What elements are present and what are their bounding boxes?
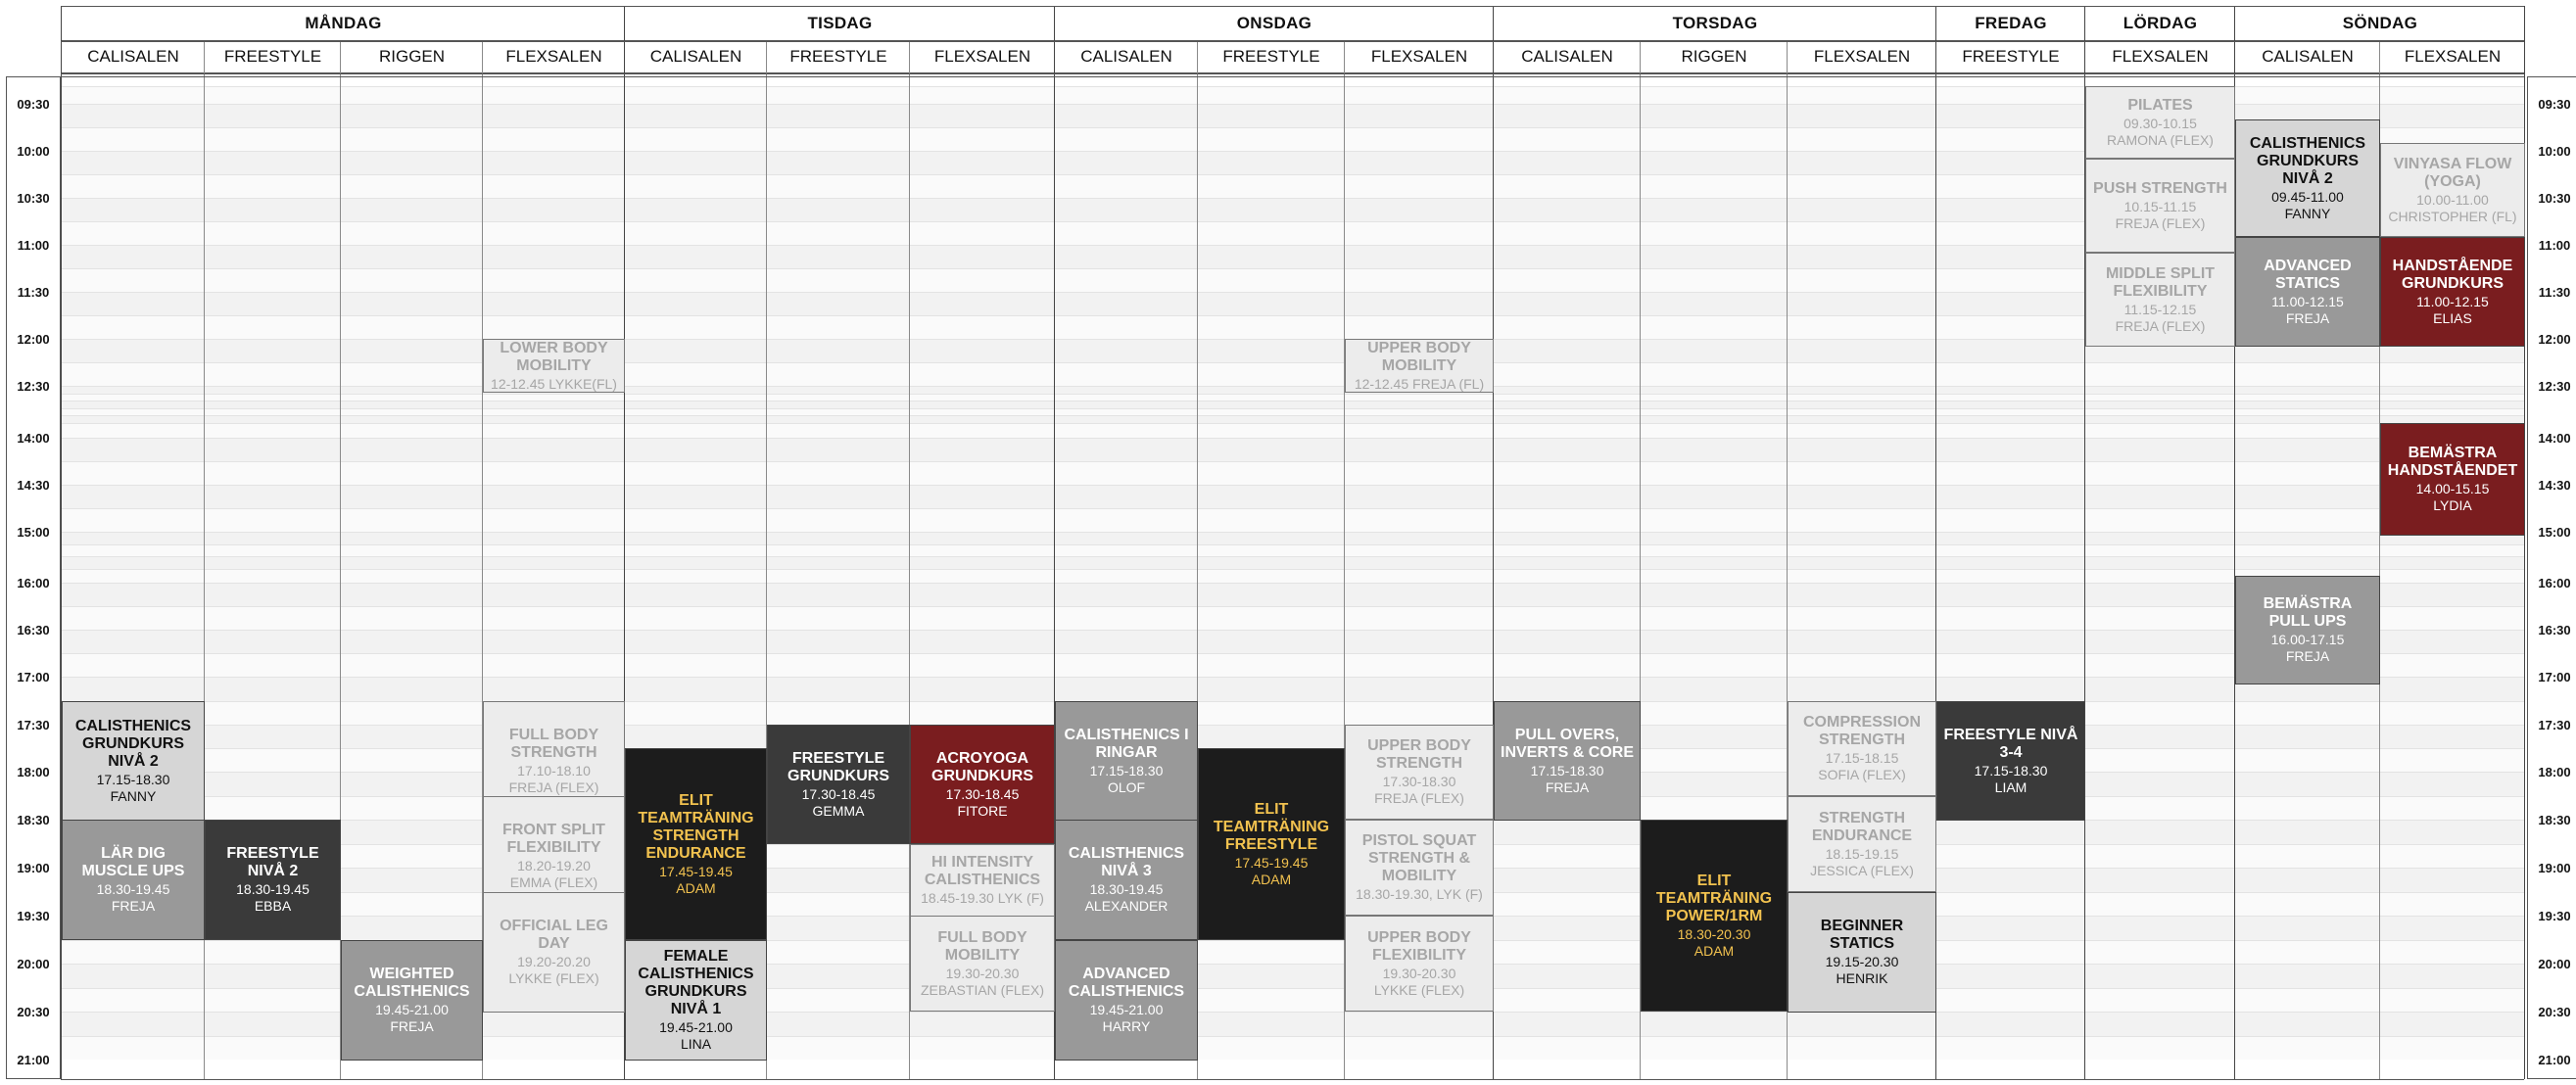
event-time: 11.00-12.15 [2271, 293, 2344, 309]
event-leader: HENRIK [1836, 970, 1888, 986]
time-axis-left [6, 76, 61, 1079]
event-leader: FREJA [2285, 648, 2330, 664]
time-label: 20:30 [17, 1005, 50, 1019]
time-label: 16:30 [17, 623, 50, 637]
event-time: 17.30-18.45 [945, 785, 1020, 802]
time-label: 11:00 [17, 238, 50, 253]
grid-row-line [61, 485, 2524, 486]
event-title: FULL BODY MOBILITY [937, 928, 1027, 964]
grid-row-line [61, 415, 2524, 416]
time-label: 18:30 [2538, 813, 2571, 827]
day-header-onsdag: ONSDAG [1054, 6, 1494, 41]
event-title: FREESTYLE NIVÅ 2 [226, 845, 319, 879]
event-time: 17.15-18.30 [1089, 762, 1164, 778]
class-event[interactable] [62, 820, 205, 940]
time-label: 15:00 [2538, 525, 2571, 540]
grid-row-band [61, 569, 2524, 583]
class-event[interactable] [1494, 701, 1641, 821]
event-title: ELIT TEAMTRÄNING STRENGTH ENDURANCE [638, 791, 754, 862]
event-time: 17.10-18.10 [517, 762, 591, 778]
class-event[interactable] [1345, 916, 1494, 1012]
grid-row-band [61, 544, 2524, 557]
room-header-calisalen: CALISALEN [1054, 41, 1198, 73]
room-header-flexsalen: FLEXSALEN [1787, 41, 1936, 73]
grid-row-band [61, 386, 2524, 394]
grid-row-band [61, 532, 2524, 544]
event-time: 18.30-19.45 [236, 881, 310, 897]
event-time: 17.30-18.45 [801, 785, 876, 802]
grid-row-band [61, 362, 2524, 386]
header-divider [61, 76, 2524, 77]
event-title: ACROYOGA GRUNDKURS [931, 749, 1033, 784]
event-leader: FANNY [110, 787, 157, 804]
event-leader: GEMMA [812, 802, 865, 819]
time-label: 16:00 [17, 576, 50, 590]
grid-row-band [61, 630, 2524, 653]
event-leader: CHRISTOPHER (FL) [2388, 208, 2517, 224]
class-event[interactable] [2235, 119, 2380, 237]
class-event[interactable] [1345, 820, 1494, 916]
grid-row-band [61, 556, 2524, 569]
event-time: 19.45-21.00 [375, 1002, 449, 1017]
class-event[interactable] [205, 820, 341, 940]
event-time: 19.45-21.00 [1089, 1002, 1164, 1017]
time-label: 20:00 [2538, 957, 2571, 971]
room-header-calisalen: CALISALEN [2234, 41, 2380, 73]
event-time: 17.45-19.45 [1234, 854, 1309, 871]
event-time: 17.15-18.30 [1530, 762, 1604, 778]
grid-row-line [61, 508, 2524, 509]
time-label: 10:30 [17, 191, 50, 206]
class-event[interactable] [910, 725, 1055, 844]
event-leader: FREJA [1545, 778, 1590, 795]
event-leader: FREJA [111, 898, 156, 914]
event-time: 17.15-18.15 [1825, 750, 1899, 766]
time-label: 12:00 [2538, 332, 2571, 347]
time-label: 19:30 [17, 909, 50, 923]
event-time: 12-12.45 LYKKE(FL) [491, 375, 617, 392]
header-divider [61, 73, 2524, 74]
event-leader: LYDIA [2433, 497, 2472, 513]
event-title: BEGINNER STATICS [1820, 918, 1904, 952]
event-leader: FREJA (FLEX) [1374, 790, 1464, 806]
event-title: COMPRESSION STRENGTH [1802, 714, 1921, 748]
time-label: 18:00 [2538, 765, 2571, 779]
time-label: 10:30 [2538, 191, 2571, 206]
class-event[interactable] [1788, 701, 1936, 796]
event-time: 18.20-19.20 [517, 858, 591, 873]
time-label: 12:30 [2538, 379, 2571, 394]
event-time: 14.00-15.15 [2415, 481, 2490, 496]
room-header-freestyle: FREESTYLE [204, 41, 341, 73]
event-title: LOWER BODY MOBILITY [500, 339, 608, 374]
class-event[interactable] [767, 725, 910, 844]
time-label: 16:00 [2538, 576, 2571, 590]
class-event[interactable] [2380, 143, 2525, 237]
grid-row-line [61, 701, 2524, 702]
class-event[interactable] [1055, 820, 1198, 940]
event-time: 12-12.45 FREJA (FL) [1354, 375, 1485, 392]
class-event[interactable] [2085, 86, 2235, 159]
event-title: LÄR DIG MUSCLE UPS [81, 845, 185, 879]
class-event[interactable] [1788, 796, 1936, 892]
event-time: 19.45-21.00 [659, 1019, 733, 1035]
event-title: BEMÄSTRA HANDSTÅENDET [2387, 445, 2518, 479]
class-event[interactable] [1345, 725, 1494, 820]
class-event[interactable] [2235, 576, 2380, 684]
room-header-riggen: RIGGEN [1640, 41, 1788, 73]
grid-row-band [61, 394, 2524, 401]
class-event[interactable] [1055, 701, 1198, 821]
event-time: 19.15-20.30 [1825, 954, 1899, 969]
event-title: UPPER BODY FLEXIBILITY [1367, 928, 1471, 964]
event-title: ELIT TEAMTRÄNING POWER/1RM [1655, 872, 1773, 924]
time-label: 10:00 [2538, 144, 2571, 159]
grid-row-band [61, 606, 2524, 630]
time-label: 19:00 [17, 861, 50, 875]
grid-row-band [61, 485, 2524, 508]
event-title: HANDSTÅENDE GRUNDKURS [2392, 257, 2513, 292]
day-header-lördag: LÖRDAG [2084, 6, 2235, 41]
event-time: 18.30-19.45 [96, 881, 170, 897]
event-leader: ZEBASTIAN (FLEX) [920, 981, 1045, 998]
grid-row-line [61, 423, 2524, 424]
event-title: CALISTHENICS GRUNDKURS NIVÅ 2 [2249, 134, 2366, 187]
room-header-flexsalen: FLEXSALEN [909, 41, 1055, 73]
grid-row-line [61, 653, 2524, 654]
room-header-calisalen: CALISALEN [61, 41, 205, 73]
class-event[interactable] [2085, 159, 2235, 253]
event-title: UPPER BODY STRENGTH [1367, 737, 1471, 772]
event-leader: FREJA [390, 1018, 434, 1034]
header-divider [61, 6, 2524, 7]
time-label: 19:00 [2538, 861, 2571, 875]
time-label: 21:00 [2538, 1053, 2571, 1067]
time-label: 17:00 [17, 670, 50, 684]
time-label: 14:00 [2538, 431, 2571, 446]
event-leader: ADAM [1251, 871, 1292, 887]
grid-row-band [61, 401, 2524, 408]
grid-row-band [61, 677, 2524, 701]
grid-row-line [61, 394, 2524, 395]
time-label: 11:30 [2538, 285, 2571, 300]
event-leader: FANNY [2284, 205, 2331, 221]
event-time: 17.45-19.45 [659, 863, 733, 879]
grid-row-line [61, 408, 2524, 409]
event-leader: FREJA (FLEX) [2115, 317, 2206, 334]
event-title: PISTOL SQUAT STRENGTH & MOBILITY [1361, 832, 1477, 884]
event-title: WEIGHTED CALISTHENICS [354, 966, 470, 1000]
event-leader: FREJA (FLEX) [508, 778, 599, 795]
time-label: 12:30 [17, 379, 50, 394]
event-leader: LYKKE (FLEX) [1373, 981, 1465, 998]
room-header-freestyle: FREESTYLE [766, 41, 910, 73]
event-time: 17.15-18.30 [96, 771, 170, 787]
class-event[interactable] [1641, 820, 1788, 1012]
day-header-måndag: MÅNDAG [61, 6, 625, 41]
header-divider [61, 1079, 2524, 1080]
grid-row-line [61, 362, 2524, 363]
grid-row-line [61, 606, 2524, 607]
time-label: 09:30 [2538, 97, 2571, 112]
event-leader: FITORE [957, 802, 1008, 819]
class-event[interactable] [1936, 701, 2085, 821]
event-time: 10.00-11.00 [2416, 191, 2489, 208]
event-leader: ADAM [1693, 942, 1735, 959]
event-title: BEMÄSTRA PULL UPS [2263, 595, 2353, 630]
time-label: 17:00 [2538, 670, 2571, 684]
class-event[interactable] [62, 701, 205, 821]
room-header-flexsalen: FLEXSALEN [2084, 41, 2235, 73]
event-title: FULL BODY STRENGTH [508, 726, 599, 761]
time-label: 11:00 [2538, 238, 2571, 253]
room-header-flexsalen: FLEXSALEN [2379, 41, 2525, 73]
class-event[interactable] [483, 339, 625, 393]
day-header-tisdag: TISDAG [624, 6, 1055, 41]
event-time: 19.30-20.30 [1382, 965, 1456, 981]
event-leader: SOFIA (FLEX) [1818, 767, 1906, 782]
event-time: 18.45-19.30 LYK (F) [921, 890, 1044, 906]
event-leader: RAMONA (FLEX) [2107, 131, 2214, 148]
event-leader: ELIAS [2433, 309, 2472, 326]
grid-row-band [61, 461, 2524, 485]
time-label: 20:00 [17, 957, 50, 971]
event-title: ADVANCED CALISTHENICS [1068, 966, 1185, 1000]
event-time: 19.30-20.30 [945, 965, 1020, 981]
class-event[interactable] [1788, 892, 1936, 1013]
time-label: 18:30 [17, 813, 50, 827]
grid-row-line [61, 438, 2524, 439]
class-event[interactable] [2380, 237, 2525, 347]
event-time: 11.00-12.15 [2416, 293, 2489, 309]
grid-row-band [61, 438, 2524, 461]
event-time: 18.30-20.30 [1677, 925, 1751, 942]
class-event[interactable] [2085, 253, 2235, 347]
event-title: CALISTHENICS I RINGAR [1064, 726, 1189, 761]
grid-row-line [61, 386, 2524, 387]
time-label: 11:30 [17, 285, 50, 300]
event-leader: FREJA [2285, 309, 2330, 326]
event-time: 09.30-10.15 [2123, 115, 2197, 131]
event-title: PILATES [2127, 96, 2193, 114]
room-header-flexsalen: FLEXSALEN [1344, 41, 1494, 73]
event-title: FREESTYLE NIVÅ 3-4 [1943, 726, 2078, 761]
time-label: 16:30 [2538, 623, 2571, 637]
event-title: ELIT TEAMTRÄNING FREESTYLE [1213, 800, 1330, 853]
grid-row-band [61, 408, 2524, 416]
event-time: 09.45-11.00 [2271, 188, 2344, 205]
grid-row-band [61, 725, 2524, 748]
event-time: 17.15-18.30 [1974, 762, 2048, 778]
event-title: FREESTYLE GRUNDKURS [787, 749, 889, 784]
event-leader: ALEXANDER [1084, 898, 1169, 914]
time-label: 14:30 [17, 478, 50, 493]
day-header-fredag: FREDAG [1935, 6, 2085, 41]
time-label: 17:30 [17, 718, 50, 732]
grid-row-band [61, 508, 2524, 532]
event-leader: EBBA [254, 898, 292, 914]
event-leader: EMMA (FLEX) [509, 874, 598, 890]
event-title: OFFICIAL LEG DAY [500, 918, 608, 952]
event-leader: JESSICA (FLEX) [1810, 862, 1914, 878]
event-title: UPPER BODY MOBILITY [1367, 339, 1471, 374]
grid-row-line [61, 630, 2524, 631]
time-label: 12:00 [17, 332, 50, 347]
time-label: 17:30 [2538, 718, 2571, 732]
room-header-flexsalen: FLEXSALEN [482, 41, 625, 73]
class-event[interactable] [2380, 423, 2525, 536]
grid-row-band [61, 701, 2524, 726]
day-header-söndag: SÖNDAG [2234, 6, 2525, 41]
room-header-calisalen: CALISALEN [1493, 41, 1641, 73]
event-leader: LINA [680, 1036, 712, 1052]
event-title: FEMALE CALISTHENICS GRUNDKURS NIVÅ 1 [638, 948, 754, 1017]
event-title: STRENGTH ENDURANCE [1811, 809, 1913, 844]
time-label: 09:30 [17, 97, 50, 112]
class-event[interactable] [1198, 748, 1345, 940]
class-event[interactable] [1055, 940, 1198, 1061]
time-label: 21:00 [17, 1053, 50, 1067]
time-label: 20:30 [2538, 1005, 2571, 1019]
event-time: 16.00-17.15 [2270, 632, 2345, 647]
time-label: 18:00 [17, 765, 50, 779]
event-title: CALISTHENICS NIVÅ 3 [1068, 845, 1185, 879]
grid-row-line [61, 583, 2524, 584]
event-time: 10.15-11.15 [2123, 198, 2197, 214]
time-axis-right [2527, 76, 2576, 1079]
class-event[interactable] [625, 748, 767, 940]
event-time: 18.30-19.45 [1089, 881, 1164, 897]
grid-row-line [61, 556, 2524, 557]
event-title: MIDDLE SPLIT FLEXIBILITY [2105, 264, 2216, 300]
event-title: PUSH STRENGTH [2093, 179, 2227, 197]
grid-row-band [61, 653, 2524, 677]
event-time: 18.30-19.30, LYK (F) [1356, 886, 1483, 902]
header-divider [61, 41, 2524, 42]
grid-row-line [61, 544, 2524, 545]
class-event[interactable] [1345, 339, 1494, 393]
event-time: 18.15-19.15 [1825, 845, 1899, 862]
time-label: 19:30 [2538, 909, 2571, 923]
time-label: 15:00 [17, 525, 50, 540]
grid-row-band [61, 423, 2524, 438]
class-event[interactable] [483, 892, 625, 1013]
grid-row-line [61, 532, 2524, 533]
grid-row-band [61, 415, 2524, 423]
class-event[interactable] [2235, 237, 2380, 347]
day-header-torsdag: TORSDAG [1493, 6, 1936, 41]
event-title: ADVANCED STATICS [2264, 257, 2352, 292]
event-title: CALISTHENICS GRUNDKURS NIVÅ 2 [74, 717, 192, 770]
class-event[interactable] [910, 916, 1055, 1012]
room-header-freestyle: FREESTYLE [1197, 41, 1345, 73]
event-time: 17.30-18.30 [1382, 774, 1456, 789]
event-title: FRONT SPLIT FLEXIBILITY [502, 822, 605, 856]
time-label: 14:30 [2538, 478, 2571, 493]
time-label: 10:00 [17, 144, 50, 159]
event-leader: LIAM [1994, 778, 2027, 795]
event-time: 11.15-12.15 [2123, 301, 2197, 317]
grid-row-line [61, 569, 2524, 570]
room-header-riggen: RIGGEN [340, 41, 483, 73]
event-title: PULL OVERS, INVERTS & CORE [1501, 726, 1635, 761]
grid-row-line [61, 461, 2524, 462]
grid-row-line [61, 725, 2524, 726]
grid-row-band [61, 583, 2524, 606]
event-time: 19.20-20.20 [517, 954, 591, 969]
grid-row-line [61, 677, 2524, 678]
event-leader: ADAM [676, 879, 716, 896]
class-event[interactable] [625, 940, 767, 1061]
event-leader: OLOF [1107, 778, 1146, 795]
event-title: VINYASA FLOW (YOGA) [2393, 155, 2512, 190]
class-event[interactable] [910, 844, 1055, 917]
event-title: HI INTENSITY CALISTHENICS [924, 854, 1041, 888]
event-leader: FREJA (FLEX) [2115, 214, 2206, 231]
room-header-calisalen: CALISALEN [624, 41, 767, 73]
class-event[interactable] [341, 940, 483, 1061]
event-leader: HARRY [1102, 1018, 1151, 1034]
time-label: 14:00 [17, 431, 50, 446]
room-header-freestyle: FREESTYLE [1935, 41, 2085, 73]
event-leader: LYKKE (FLEX) [508, 970, 599, 986]
